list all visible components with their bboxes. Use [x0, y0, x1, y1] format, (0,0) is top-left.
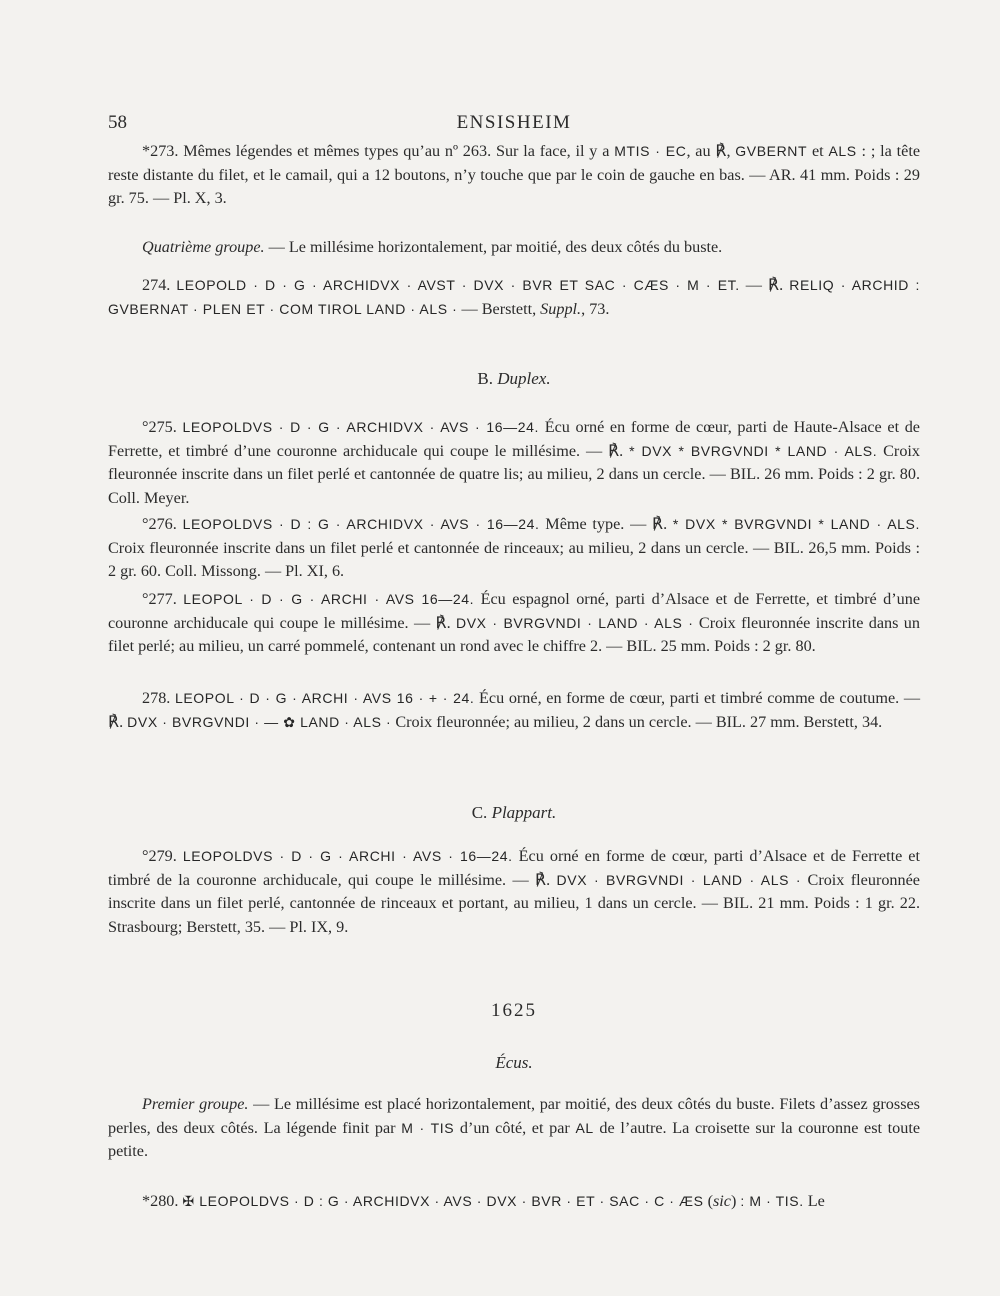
coin-legend: DVX · BVRGVNDI · — ✿ LAND · ALS · — [127, 713, 392, 730]
description-text: d’un côté, et par — [454, 1118, 576, 1137]
description-text: et — [807, 142, 829, 160]
coin-legend: AL — [575, 1119, 594, 1136]
description-text: Même type. — ℟. — [539, 515, 673, 533]
entry-number: °277. — [142, 590, 184, 608]
description-text: Le — [803, 1192, 825, 1210]
year-heading: 1625 — [491, 1000, 537, 1021]
running-title: ENSISHEIM — [456, 112, 572, 133]
group-one-paragraph — [108, 1093, 920, 1164]
subsection-heading-ecus — [108, 1053, 920, 1073]
description-text: Écu espagnol orné, parti d’Alsace et de Ferrette, et timbré d’une couronne archiducale qui coupe le millésime. — ℟. — [108, 590, 920, 632]
entry-279 — [108, 845, 920, 939]
coin-legend: GVBERNT — [735, 143, 808, 159]
description-text: Écu orné, en forme de cœur, parti et timbré comme de coutume. — ℟. — [108, 689, 921, 731]
italic-text: Quatrième groupe. — [142, 238, 265, 256]
entry-number: *273. — [142, 142, 184, 160]
entry-number: *280. — [142, 1192, 183, 1210]
description-text: , 73. — [581, 299, 610, 318]
section-heading-duplex — [108, 369, 920, 389]
entry-number: °275. — [142, 418, 183, 436]
description-text: — Le millésime horizontalement, par moitié, des deux côtés du buste. — [264, 238, 723, 256]
description-text: Croix fleuronnée inscrite dans un filet perlé et cantonnée de rinceaux; au milieu, 2 dans un cercle. — BIL. 26,5 mm. Poids : 2 gr. 60. Coll. Missong. — Pl. XI, 6. — [108, 538, 920, 580]
coin-legend: * DVX * BVRGVNDI * LAND · ALS. — [672, 516, 920, 532]
entry-274 — [108, 274, 920, 321]
coin-legend: DVX · BVRGVNDI · LAND · ALS · — [456, 614, 694, 631]
coin-legend: RELIQ · ARCHID : GVBERNAT · PLEN ET · COM TIROL LAND · ALS · — [108, 277, 921, 317]
description-text: Croix fleuronnée inscrite dans un filet perlé, cantonnée de rinceaux et portant, au milieu, 1 dans un cercle. — BIL. 21 mm. Poids : 1 gr. 22. Strasbourg; Berstett, 35. — Pl. IX, 9. — [108, 870, 920, 936]
coin-legend: MTIS · EC — [614, 143, 687, 159]
section-letter: B. — [477, 369, 493, 388]
italic-text: Suppl. — [540, 299, 582, 318]
coin-legend: DVX · BVRGVNDI · LAND · ALS · — [556, 871, 802, 888]
description-text: — Berstett, — [457, 299, 541, 318]
entry-number: 278. — [142, 689, 175, 707]
coin-legend: LEOPOLD · D · G · ARCHIDVX · AVST · DVX · BVR ET SAC · CÆS · M · ET. — [176, 277, 740, 293]
description-text: de l’autre. La croisette sur la couronne est toute petite. — [108, 1118, 921, 1160]
page-header — [108, 112, 920, 142]
coin-legend: * DVX * BVRGVNDI * LAND · ALS. — [629, 442, 878, 459]
entry-273 — [108, 140, 920, 211]
entry-275 — [108, 416, 920, 510]
description-text: , au ℟, — [686, 142, 736, 160]
subsection-title: Écus. — [495, 1053, 533, 1072]
coin-legend: ✠ LEOPOLDVS · D : G · ARCHIDVX · AVS · DVX · BVR · ET · SAC · C · ÆS — [182, 1193, 704, 1209]
group-four-paragraph — [108, 236, 920, 260]
section-title: Plappart. — [491, 803, 557, 822]
page-number: 58 — [108, 112, 127, 133]
coin-legend: LEOPOLDVS · D : G · ARCHIDVX · AVS · 16—24. — [182, 516, 540, 532]
description-text: : ; la tête reste distante du filet, et le camail, qui a 12 boutons, n’y touche que par le coin de gauche en bas. — AR. 41 mm. Poids : 29 gr. 75. — Pl. X, 3. — [108, 142, 921, 207]
coin-legend: LEOPOLDVS · D · G · ARCHIDVX · AVS · 16—24. — [182, 419, 540, 435]
italic-text: Premier groupe. — [142, 1095, 249, 1113]
description-text: ) — [730, 1192, 741, 1210]
description-text: Mêmes légendes et mêmes types qu’au nº 263. Sur la face, il y a — [183, 142, 615, 160]
section-heading-plappart — [108, 803, 920, 823]
entry-277 — [108, 588, 920, 659]
description-text: Croix fleuronnée inscrite dans un filet perlé; au milieu, un carré pommelé, contenant un rond avec le chiffre 2. — BIL. 25 mm. Poids : 2 gr. 80. — [108, 613, 920, 655]
entry-number: 274. — [142, 276, 177, 294]
section-letter: C. — [471, 803, 488, 822]
entry-278 — [108, 687, 920, 734]
coin-legend: LEOPOL · D · G · ARCHI · AVS 16 · + · 24. — [174, 690, 475, 706]
entry-280 — [108, 1190, 920, 1214]
entry-number: °279. — [142, 847, 183, 865]
coin-legend: LEOPOLDVS · D · G · ARCHI · AVS · 16—24. — [182, 848, 513, 864]
description-text: ( — [703, 1192, 713, 1210]
coin-legend: LEOPOL · D · G · ARCHI · AVS 16—24. — [183, 591, 475, 607]
description-text: Écu orné en forme de cœur, parti de Haute-Alsace et de Ferrette, et timbré d’une couronne archiducale qui coupe le millésime. — ℟. — [108, 418, 920, 460]
section-title: Duplex. — [497, 369, 551, 388]
coin-legend: : M · TIS. — [740, 1193, 804, 1209]
entry-number: °276. — [142, 515, 183, 533]
coin-legend: M · TIS — [401, 1119, 455, 1136]
description-text: Écu orné en forme de cœur, parti d’Alsace et de Ferrette et timbré de la couronne archiducale, qui coupe le millésime. — ℟. — [108, 847, 920, 889]
description-text: — Le millésime est placé horizontalement, par moitié, des deux côtés du buste. Filets d’assez grosses perles, des deux côtés. La légende finit par — [108, 1095, 920, 1137]
description-text: Croix fleuronnée; au milieu, 2 dans un cercle. — BIL. 27 mm. Berstett, 34. — [391, 712, 883, 731]
coin-legend: ALS — [828, 143, 857, 159]
entry-276 — [108, 513, 920, 584]
italic-text: sic — [713, 1192, 731, 1210]
description-text: Croix fleuronnée inscrite dans un filet perlé et cantonnée de quatre lis; au milieu, 2 dans un cercle. — BIL. 26 mm. Poids : 2 gr. 80. Coll. Meyer. — [108, 441, 920, 507]
description-text: — ℟. — [739, 276, 790, 294]
